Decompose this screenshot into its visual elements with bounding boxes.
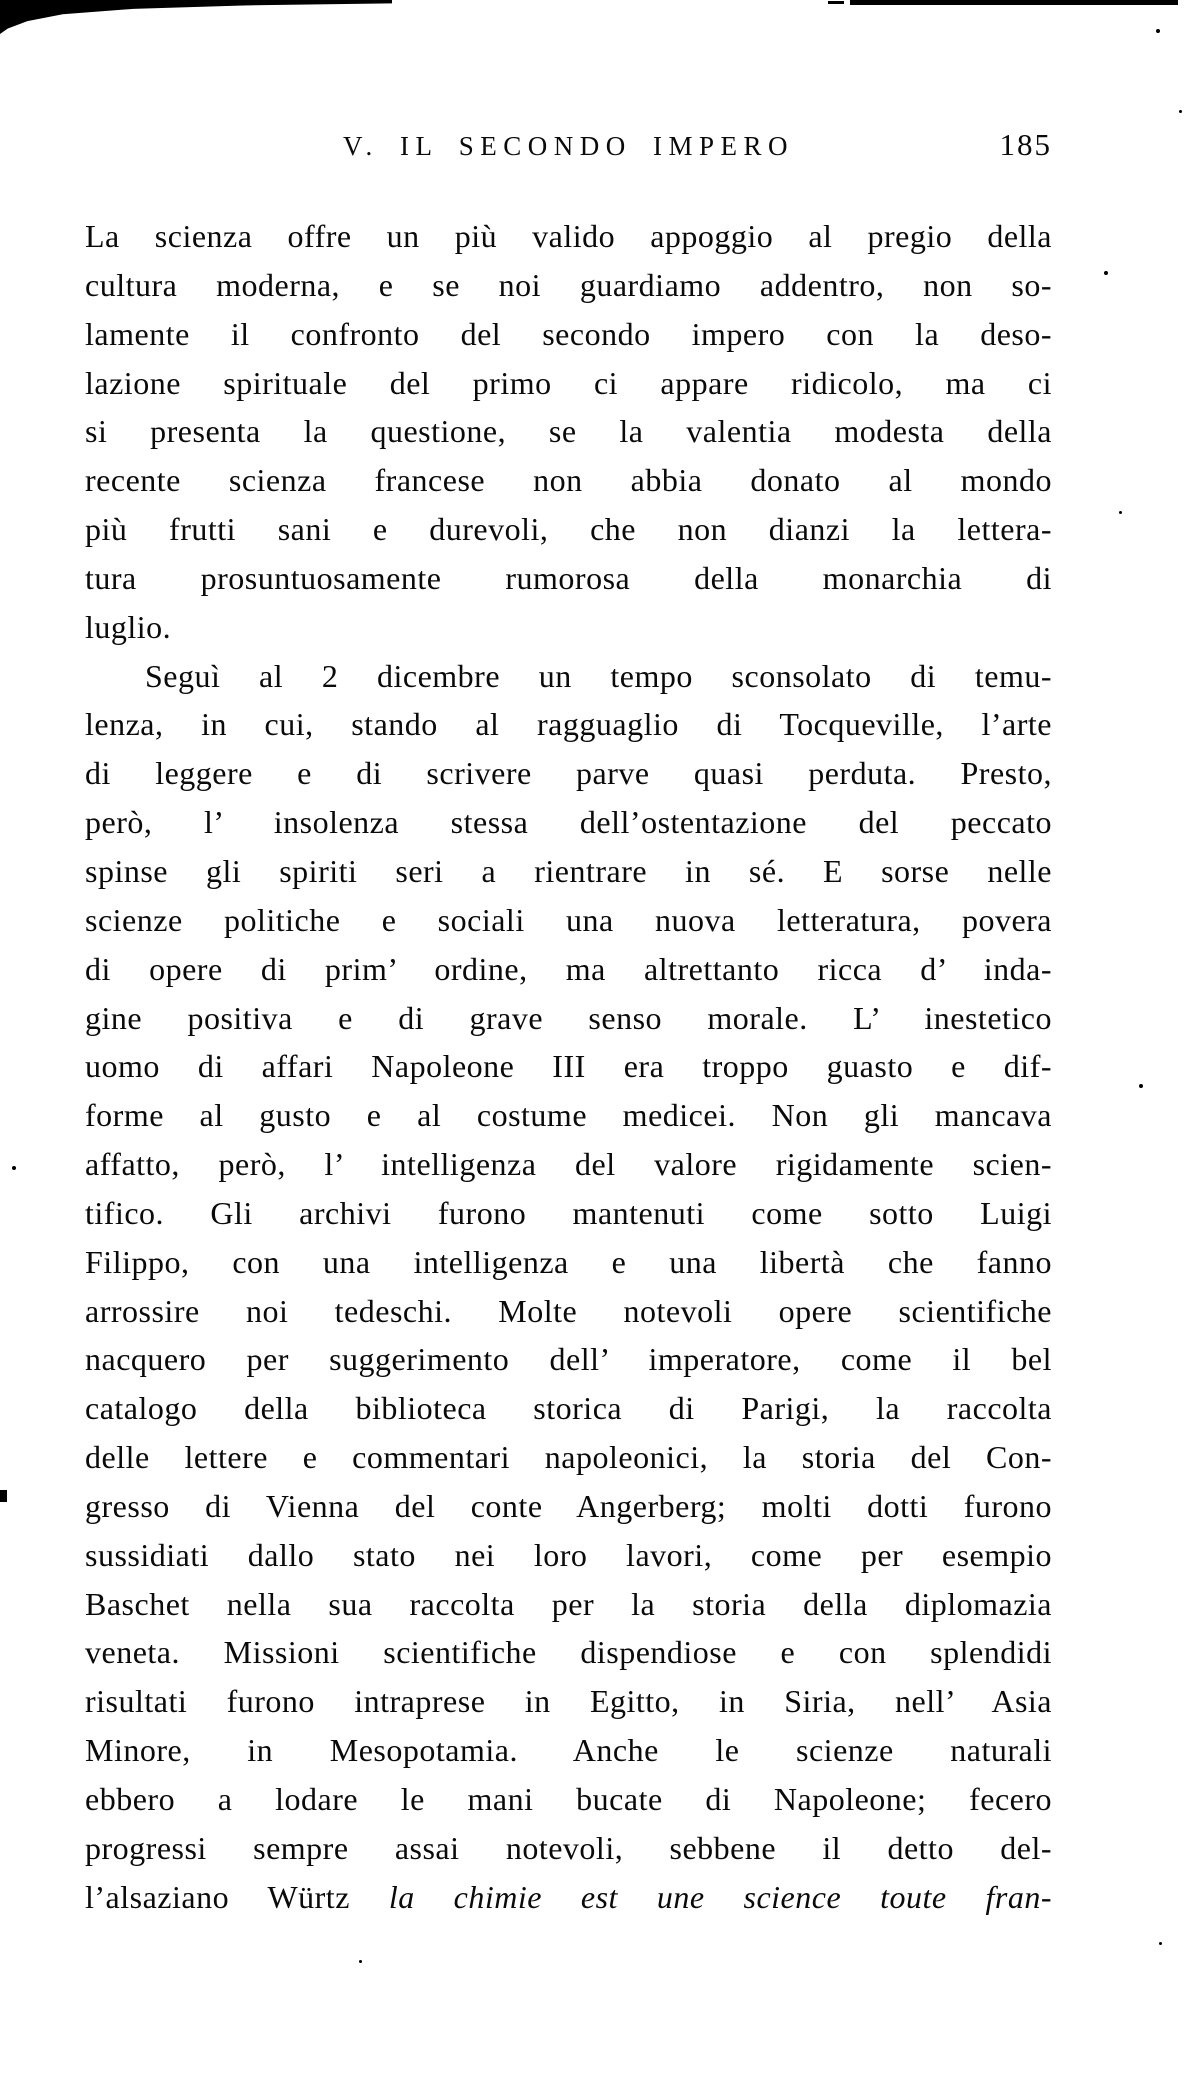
scan-speck (1179, 110, 1182, 113)
text-segment: ebbero a lodare le mani bucate di Napoleone; fecero (85, 1781, 1052, 1817)
text-segment: tifico. Gli archivi furono mantenuti come sotto Luigi (85, 1194, 1052, 1231)
text-line (85, 212, 1052, 261)
scan-artifact-top-right-bar (850, 0, 1178, 5)
text-line (85, 1384, 1052, 1433)
scan-speck (1159, 1942, 1162, 1945)
text-line (85, 1775, 1052, 1824)
text-segment: forme al gusto e al costume medicei. Non gli mancava (85, 1097, 1052, 1134)
text-segment: gine positiva e di grave senso morale. L’ inestetico (85, 999, 1052, 1036)
text-line (85, 1580, 1052, 1629)
page-text (85, 212, 1052, 1922)
text-segment: catalogo della biblioteca storica di Parigi, la raccolta (85, 1390, 1052, 1427)
text-segment: Filippo, con una intelligenza e una libertà che fanno (85, 1243, 1052, 1280)
scan-speck (1156, 29, 1160, 33)
text-line (85, 847, 1052, 896)
text-line (85, 994, 1052, 1043)
text-line (85, 1433, 1052, 1482)
text-line (85, 310, 1052, 359)
text-line (85, 896, 1052, 945)
text-line (85, 456, 1052, 505)
text-line (85, 359, 1052, 408)
text-segment: recente scienza francese non abbia donato al mondo (85, 462, 1052, 499)
text-line (85, 1873, 1052, 1922)
text-line (85, 652, 1052, 701)
text-segment: più frutti sani e durevoli, che non dianzi la lettera- (85, 511, 1052, 548)
chapter-title: V. IL SECONDO IMPERO (342, 131, 795, 161)
text-segment: di opere di prim’ ordine, ma altrettanto ricca d’ inda- (85, 950, 1052, 987)
text-segment: gresso di Vienna del conte Angerberg; molti dotti furono (85, 1487, 1052, 1524)
text-line (85, 1189, 1052, 1238)
text-line (85, 1335, 1052, 1384)
text-line (85, 1677, 1052, 1726)
scan-speck (1104, 271, 1108, 275)
text-segment: Minore, in Mesopotamia. Anche le scienze naturali (85, 1732, 1052, 1769)
text-line (85, 945, 1052, 994)
text-line (85, 1824, 1052, 1873)
text-line (85, 1238, 1052, 1287)
text-line (85, 1140, 1052, 1189)
text-segment: risultati furono intraprese in Egitto, in Siria, nell’ Asia (85, 1683, 1052, 1720)
running-header (85, 127, 1052, 165)
text-line (85, 261, 1052, 310)
text-line (85, 603, 1052, 652)
text-segment: tura prosuntuosamente rumorosa della monarchia di (85, 559, 1052, 596)
text-segment: affatto, però, l’ intelligenza del valore rigidamente scien- (85, 1146, 1052, 1183)
text-line (85, 700, 1052, 749)
text-line (85, 1091, 1052, 1140)
text-segment: delle lettere e commentari napoleonici, la storia del Con- (85, 1439, 1052, 1476)
text-segment: La scienza offre un più valido appoggio al pregio della (85, 218, 1052, 254)
text-line (85, 1042, 1052, 1091)
text-segment: veneta. Missioni scientifiche dispendiose e con splendidi (85, 1634, 1052, 1671)
text-segment: però, l’ insolenza stessa dell’ostentazione del peccato (85, 804, 1052, 841)
text-line (85, 1287, 1052, 1336)
text-segment: progressi sempre assai notevoli, sebbene il detto del- (85, 1829, 1052, 1866)
text-segment: Baschet nella sua raccolta per la storia della diplomazia (85, 1585, 1052, 1622)
text-segment: luglio. (85, 608, 172, 645)
text-line (85, 554, 1052, 603)
text-segment: Seguì al 2 dicembre un tempo sconsolato di temu- (145, 657, 1052, 694)
text-line (85, 1482, 1052, 1531)
scan-speck (1119, 511, 1122, 514)
text-segment: l’alsaziano Würtz (85, 1878, 389, 1915)
text-segment: lenza, in cui, stando al ragguaglio di Tocqueville, l’arte (85, 706, 1052, 743)
text-segment: spinse gli spiriti seri a rientrare in sé. E sorse nelle (85, 852, 1052, 889)
text-line (85, 505, 1052, 554)
scan-artifact-left-edge-mark (0, 1490, 7, 1502)
paragraph (85, 212, 1052, 652)
text-line (85, 1628, 1052, 1677)
text-segment: lazione spirituale del primo ci appare ridicolo, ma ci (85, 364, 1052, 401)
scan-speck (12, 1166, 16, 1170)
scan-artifact-top-right-dash (828, 1, 844, 4)
text-line (85, 407, 1052, 456)
text-line (85, 798, 1052, 847)
text-line (85, 1531, 1052, 1580)
text-segment: nacquero per suggerimento dell’ imperatore, come il bel (85, 1341, 1052, 1378)
scan-speck (1139, 1084, 1143, 1088)
text-line (85, 749, 1052, 798)
text-segment: si presenta la questione, se la valentia modesta della (85, 413, 1052, 450)
text-segment: cultura moderna, e se noi guardiamo addentro, non so- (85, 266, 1052, 303)
italic-segment: la chimie est une science toute fran- (388, 1878, 1053, 1915)
text-segment: uomo di affari Napoleone III era troppo guasto e dif- (85, 1048, 1052, 1085)
text-line (85, 1726, 1052, 1775)
text-segment: scienze politiche e sociali una nuova letteratura, povera (85, 901, 1052, 938)
text-segment: arrossire noi tedeschi. Molte notevoli opere scientifiche (85, 1292, 1052, 1329)
scan-artifact-top-left-smudge (0, 0, 392, 34)
paragraph (85, 652, 1052, 1922)
text-segment: di leggere e di scrivere parve quasi perduta. Presto, (85, 755, 1052, 792)
scan-speck (359, 1960, 362, 1963)
text-segment: lamente il confronto del secondo impero con la deso- (85, 315, 1052, 352)
page-number: 185 (999, 127, 1052, 162)
text-segment: sussidiati dallo stato nei loro lavori, come per esempio (85, 1536, 1052, 1573)
